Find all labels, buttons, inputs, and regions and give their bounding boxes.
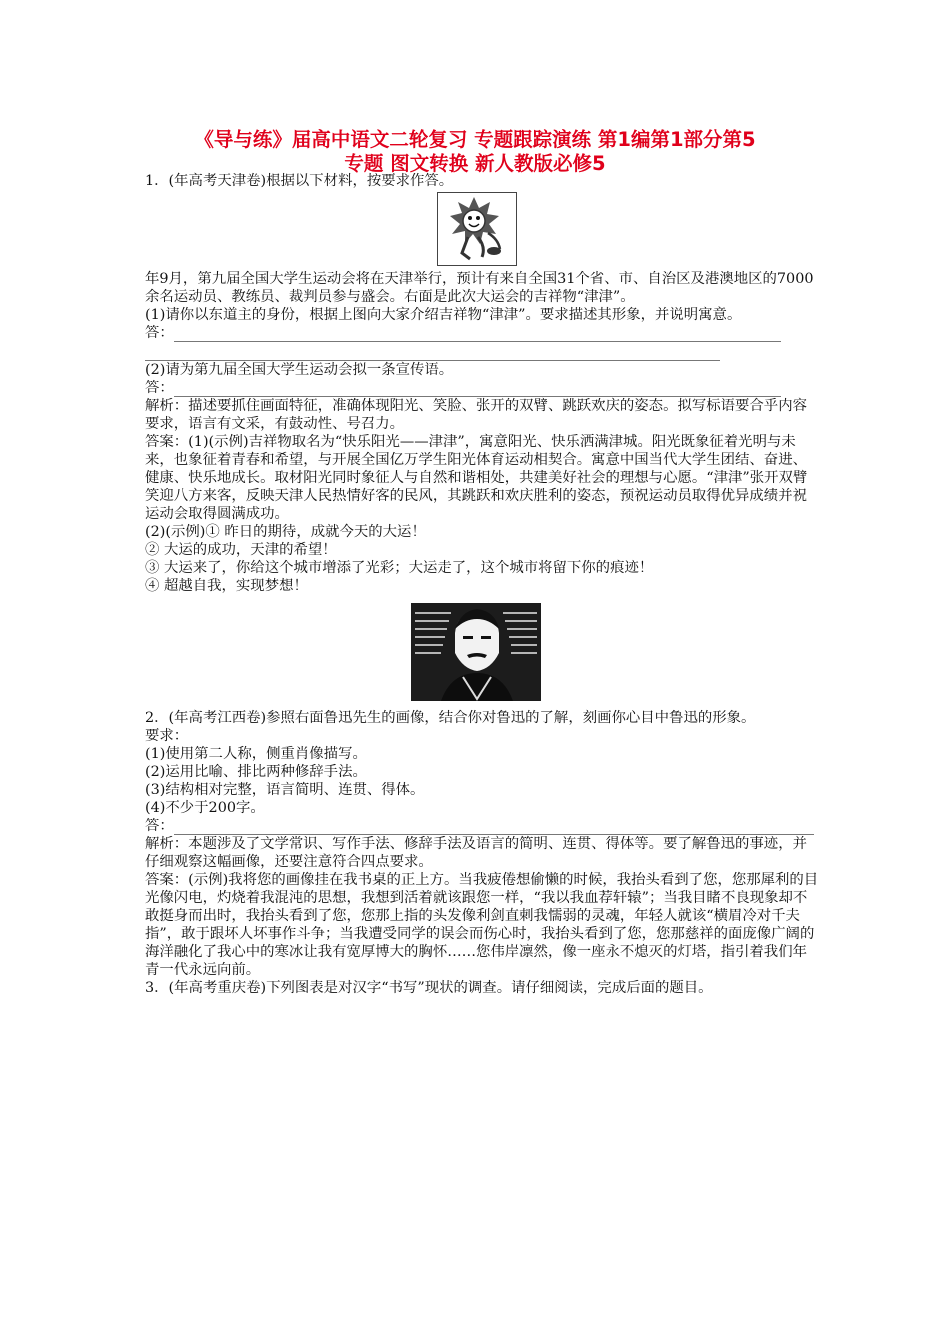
q1-answer2-line3: ③ 大运来了，你给这个城市增添了光彩；大运走了，这个城市将留下你的痕迹！ <box>145 560 654 576</box>
q2-requirement-2: (2)运用比喻、排比两种修辞手法。 <box>145 764 367 780</box>
q2-requirement-4: (4)不少于200字。 <box>145 800 265 816</box>
q3-stem: 3．(年高考重庆卷)下列图表是对汉字“书写”现状的调查。请仔细阅读，完成后面的题目。 <box>145 980 713 996</box>
answer-label: 答： <box>145 325 174 341</box>
title-line-2: 专题 图文转换 新人教版必修5 <box>344 152 606 175</box>
q2-answer: 答案：(示例)我将您的画像挂在我书桌的正上方。当我疲倦想偷懒的时候，我抬头看到了您，您那犀利的目光像闪电，灼烧着我混沌的思想，我想到活着就该跟您一样，“我以我血荐轩辕”；当我目睹不良现象却不敢挺身而出时，我抬头看到了您，您那上指的头发像利剑直刺我懦弱的灵魂，年轻人就该“横眉冷对千夫指”，敢于跟坏人坏事作斗争；当我遭受同学的误会而伤心时，我抬头看到了您，您那慈祥的面庞像广阔的海洋融化了我心中的寒冰让我有宽厚博大的胸怀……您伟岸凛然，像一座永不熄灭的灯塔，指引着我们年青一代永远向前。 <box>145 872 819 978</box>
q2-analysis: 解析：本题涉及了文学常识、写作手法、修辞手法及语言的简明、连贯、得体等。要了解鲁迅的事迹，并仔细观察这幅画像，还要注意符合四点要求。 <box>145 836 807 870</box>
q1-answer2-line4: ④ 超越自我，实现梦想！ <box>145 578 308 594</box>
answer-underline <box>174 822 814 835</box>
q1-answer2-line2: ② 大运的成功，天津的希望！ <box>145 542 337 558</box>
q2-requirement-3: (3)结构相对完整，语言简明、连贯、得体。 <box>145 782 425 798</box>
q2-stem: 2．(年高考江西卷)参照右面鲁迅先生的画像，结合你对鲁迅的了解，刻画你心目中鲁迅的形象。 <box>145 710 756 726</box>
answer-underline <box>174 384 781 397</box>
q1-answer-line-2[interactable] <box>145 379 820 397</box>
answer-label: 答： <box>145 818 174 834</box>
q1-sub1: (1)请你以东道主的身份，根据上图向大家介绍吉祥物“津津”。要求描述其形象，并说明寓意。 <box>145 307 742 323</box>
luxun-portrait-image <box>411 603 541 701</box>
document-body <box>145 172 820 997</box>
q1-sub2: (2)请为第九届全国大学生运动会拟一条宣传语。 <box>145 362 454 378</box>
mascot-image <box>437 192 517 266</box>
answer-label: 答： <box>145 380 174 396</box>
q1-answer-line-1[interactable] <box>145 324 820 342</box>
q1-stem: 1．(年高考天津卷)根据以下材料，按要求作答。 <box>145 173 454 189</box>
document-title <box>100 128 850 176</box>
answer-underline-2 <box>145 348 720 361</box>
q1-answer2-line1: (2)(示例)① 昨日的期待，成就今天的大运！ <box>145 524 426 540</box>
q1-answer: 答案：(1)(示例)吉祥物取名为“快乐阳光——津津”，寓意阳光、快乐洒满津城。阳光既象征着光明与未来，也象征着青春和希望，与开展全国亿万学生阳光体育运动相契合。寓意中国当代大学生团结、奋进、健康、快乐地成长。取材阳光同时象征人与自然和谐相处，共建美好社会的理想与心愿。“津津”张开双臂笑迎八方来客，反映天津人民热情好客的民风，其跳跃和欢庆胜利的姿态，预祝运动员取得优异成绩并祝运动会取得圆满成功。 <box>145 434 808 522</box>
q2-requirements-label: 要求： <box>145 728 189 744</box>
q1-analysis: 解析：描述要抓住画面特征，准确体现阳光、笑脸、张开的双臂、跳跃欢庆的姿态。拟写标语要合乎内容要求，语言有文采，有鼓动性、号召力。 <box>145 398 807 432</box>
answer-underline <box>174 329 781 342</box>
q1-material: 年9月，第九届全国大学生运动会将在天津举行，预计有来自全国31个省、市、自治区及港澳地区的7000余名运动员、教练员、裁判员参与盛会。右面是此次大运会的吉祥物“津津”。 <box>145 271 814 305</box>
title-line-1: 《导与练》届高中语文二轮复习 专题跟踪演练 第1编第1部分第5 <box>194 128 756 151</box>
q2-requirement-1: (1)使用第二人称，侧重肖像描写。 <box>145 746 367 762</box>
q2-answer-line[interactable] <box>145 817 820 835</box>
